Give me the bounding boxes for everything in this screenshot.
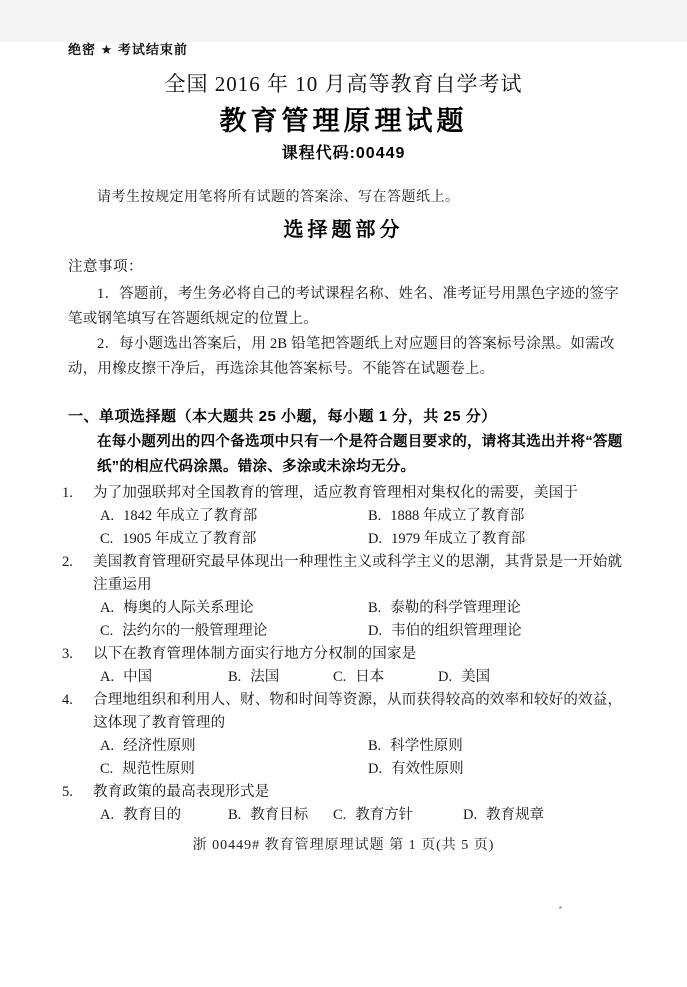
option-text: 教育规章 <box>486 807 545 823</box>
note-item-1: 1．答题前，考生务必将自己的考试课程名称、姓名、准考证号用黑色字迹的签字笔或钢笔填写在答题纸规定的位置上。 <box>68 286 619 327</box>
option-letter: C. <box>100 761 114 777</box>
question-options <box>93 735 629 781</box>
answer-sheet-instruction: 请考生按规定用笔将所有试题的答案涂、写在答题纸上。 <box>97 188 460 204</box>
option-letter: A. <box>100 738 115 754</box>
option-text: 1979 年成立了教育部 <box>391 531 526 547</box>
question-body <box>93 781 629 827</box>
question <box>62 482 629 551</box>
page-footer: 浙 00449# 教育管理原理试题 第 1 页(共 5 页) <box>192 838 495 853</box>
question-stem: 教育政策的最高表现形式是 <box>93 784 270 800</box>
option-text: 韦伯的组织管理理论 <box>391 623 522 639</box>
exam-paper-page <box>0 42 687 987</box>
option-letter: D. <box>368 531 383 547</box>
exam-session-title: 全国 2016 年 10 月高等教育自学考试 <box>164 72 523 96</box>
note-item-2: 2．每小题选出答案后，用 2B 铅笔把答题纸上对应题目的答案标号涂黑。如需改动，用橡皮擦干净后，再选涂其他答案标号。不能答在试题卷上。 <box>68 336 615 377</box>
option-text: 教育目标 <box>250 807 309 823</box>
option-A <box>100 735 368 758</box>
paper-title: 教育管理原理试题 <box>219 106 468 136</box>
option-A <box>100 597 368 620</box>
option-letter: A. <box>100 600 115 616</box>
option-letter: A. <box>100 508 115 524</box>
option-B <box>368 597 629 620</box>
question <box>62 551 629 643</box>
option-B <box>228 666 333 689</box>
option-letter: B. <box>368 738 382 754</box>
option-text: 经济性原则 <box>123 738 196 754</box>
option-text: 规范性原则 <box>122 761 195 777</box>
question-options <box>93 804 629 827</box>
question-stem: 以下在教育管理体制方面实行地方分权制的国家是 <box>93 646 417 662</box>
course-code: 课程代码:00449 <box>281 145 406 162</box>
option-letter: C. <box>333 807 347 823</box>
option-text: 中国 <box>123 669 153 685</box>
option-letter: B. <box>228 669 242 685</box>
option-text: 1888 年成立了教育部 <box>390 508 525 524</box>
option-A <box>100 804 228 827</box>
option-B <box>228 804 333 827</box>
part-one-note: 在每小题列出的四个备选项中只有一个是符合题目要求的，请将其选出并将“答题纸”的相应代码涂黑。错涂、多涂或未涂均无分。 <box>97 434 623 475</box>
option-letter: B. <box>368 508 382 524</box>
option-D <box>368 758 629 781</box>
question-stem: 合理地组织和利用人、财、物和时间等资源，从而获得较高的效率和较好的效益，这体现了教育管理的 <box>93 692 623 731</box>
option-text: 有效性原则 <box>391 761 464 777</box>
option-D <box>368 528 629 551</box>
scan-artifact-dot <box>559 906 562 909</box>
option-text: 美国 <box>461 669 491 685</box>
option-C <box>100 758 368 781</box>
option-letter: C. <box>100 623 114 639</box>
option-letter: D. <box>368 623 383 639</box>
option-D <box>438 666 629 689</box>
option-B <box>368 505 629 528</box>
option-letter: D. <box>368 761 383 777</box>
option-text: 梅奥的人际关系理论 <box>123 600 254 616</box>
question-body <box>93 689 629 781</box>
question-number: 3. <box>62 646 73 662</box>
option-C <box>100 528 368 551</box>
option-D <box>463 804 629 827</box>
option-C <box>333 666 438 689</box>
questions <box>62 482 629 827</box>
notes-heading: 注意事项： <box>68 259 143 275</box>
question-body <box>93 643 629 689</box>
option-text: 科学性原则 <box>390 738 463 754</box>
question-number: 5. <box>62 784 73 800</box>
option-letter: C. <box>333 669 347 685</box>
question-options <box>93 597 629 643</box>
option-text: 教育方针 <box>355 807 414 823</box>
question-number: 1. <box>62 485 73 501</box>
option-letter: C. <box>100 531 114 547</box>
option-text: 日本 <box>355 669 385 685</box>
section-title: 选择题部分 <box>283 219 404 241</box>
option-text: 泰勒的科学管理理论 <box>390 600 521 616</box>
option-A <box>100 666 228 689</box>
option-C <box>100 620 368 643</box>
question <box>62 781 629 827</box>
option-D <box>368 620 629 643</box>
question <box>62 689 629 781</box>
option-letter: D. <box>463 807 478 823</box>
option-C <box>333 804 463 827</box>
question-stem: 为了加强联邦对全国教育的管理，适应教育管理相对集权化的需要，美国于 <box>93 485 579 501</box>
question-options <box>93 666 629 689</box>
option-text: 1842 年成立了教育部 <box>123 508 258 524</box>
question-number: 4. <box>62 692 73 708</box>
option-letter: A. <box>100 669 115 685</box>
option-A <box>100 505 368 528</box>
option-text: 法国 <box>250 669 280 685</box>
option-letter: A. <box>100 807 115 823</box>
option-letter: D. <box>438 669 453 685</box>
option-letter: B. <box>368 600 382 616</box>
question <box>62 643 629 689</box>
question-body <box>93 551 629 643</box>
option-text: 教育目的 <box>123 807 182 823</box>
classification-banner: 绝密 ★ 考试结束前 <box>68 42 188 57</box>
option-text: 1905 年成立了教育部 <box>122 531 257 547</box>
option-B <box>368 735 629 758</box>
part-one-heading: 一、单项选择题（本大题共 25 小题，每小题 1 分，共 25 分） <box>68 408 497 425</box>
option-letter: B. <box>228 807 242 823</box>
question-options <box>93 505 629 551</box>
option-text: 法约尔的一般管理理论 <box>122 623 268 639</box>
question-stem: 美国教育管理研究最早体现出一种理性主义或科学主义的思潮，其背景是一开始就注重运用 <box>93 554 623 593</box>
question-body <box>93 482 629 551</box>
question-number: 2. <box>62 554 73 570</box>
